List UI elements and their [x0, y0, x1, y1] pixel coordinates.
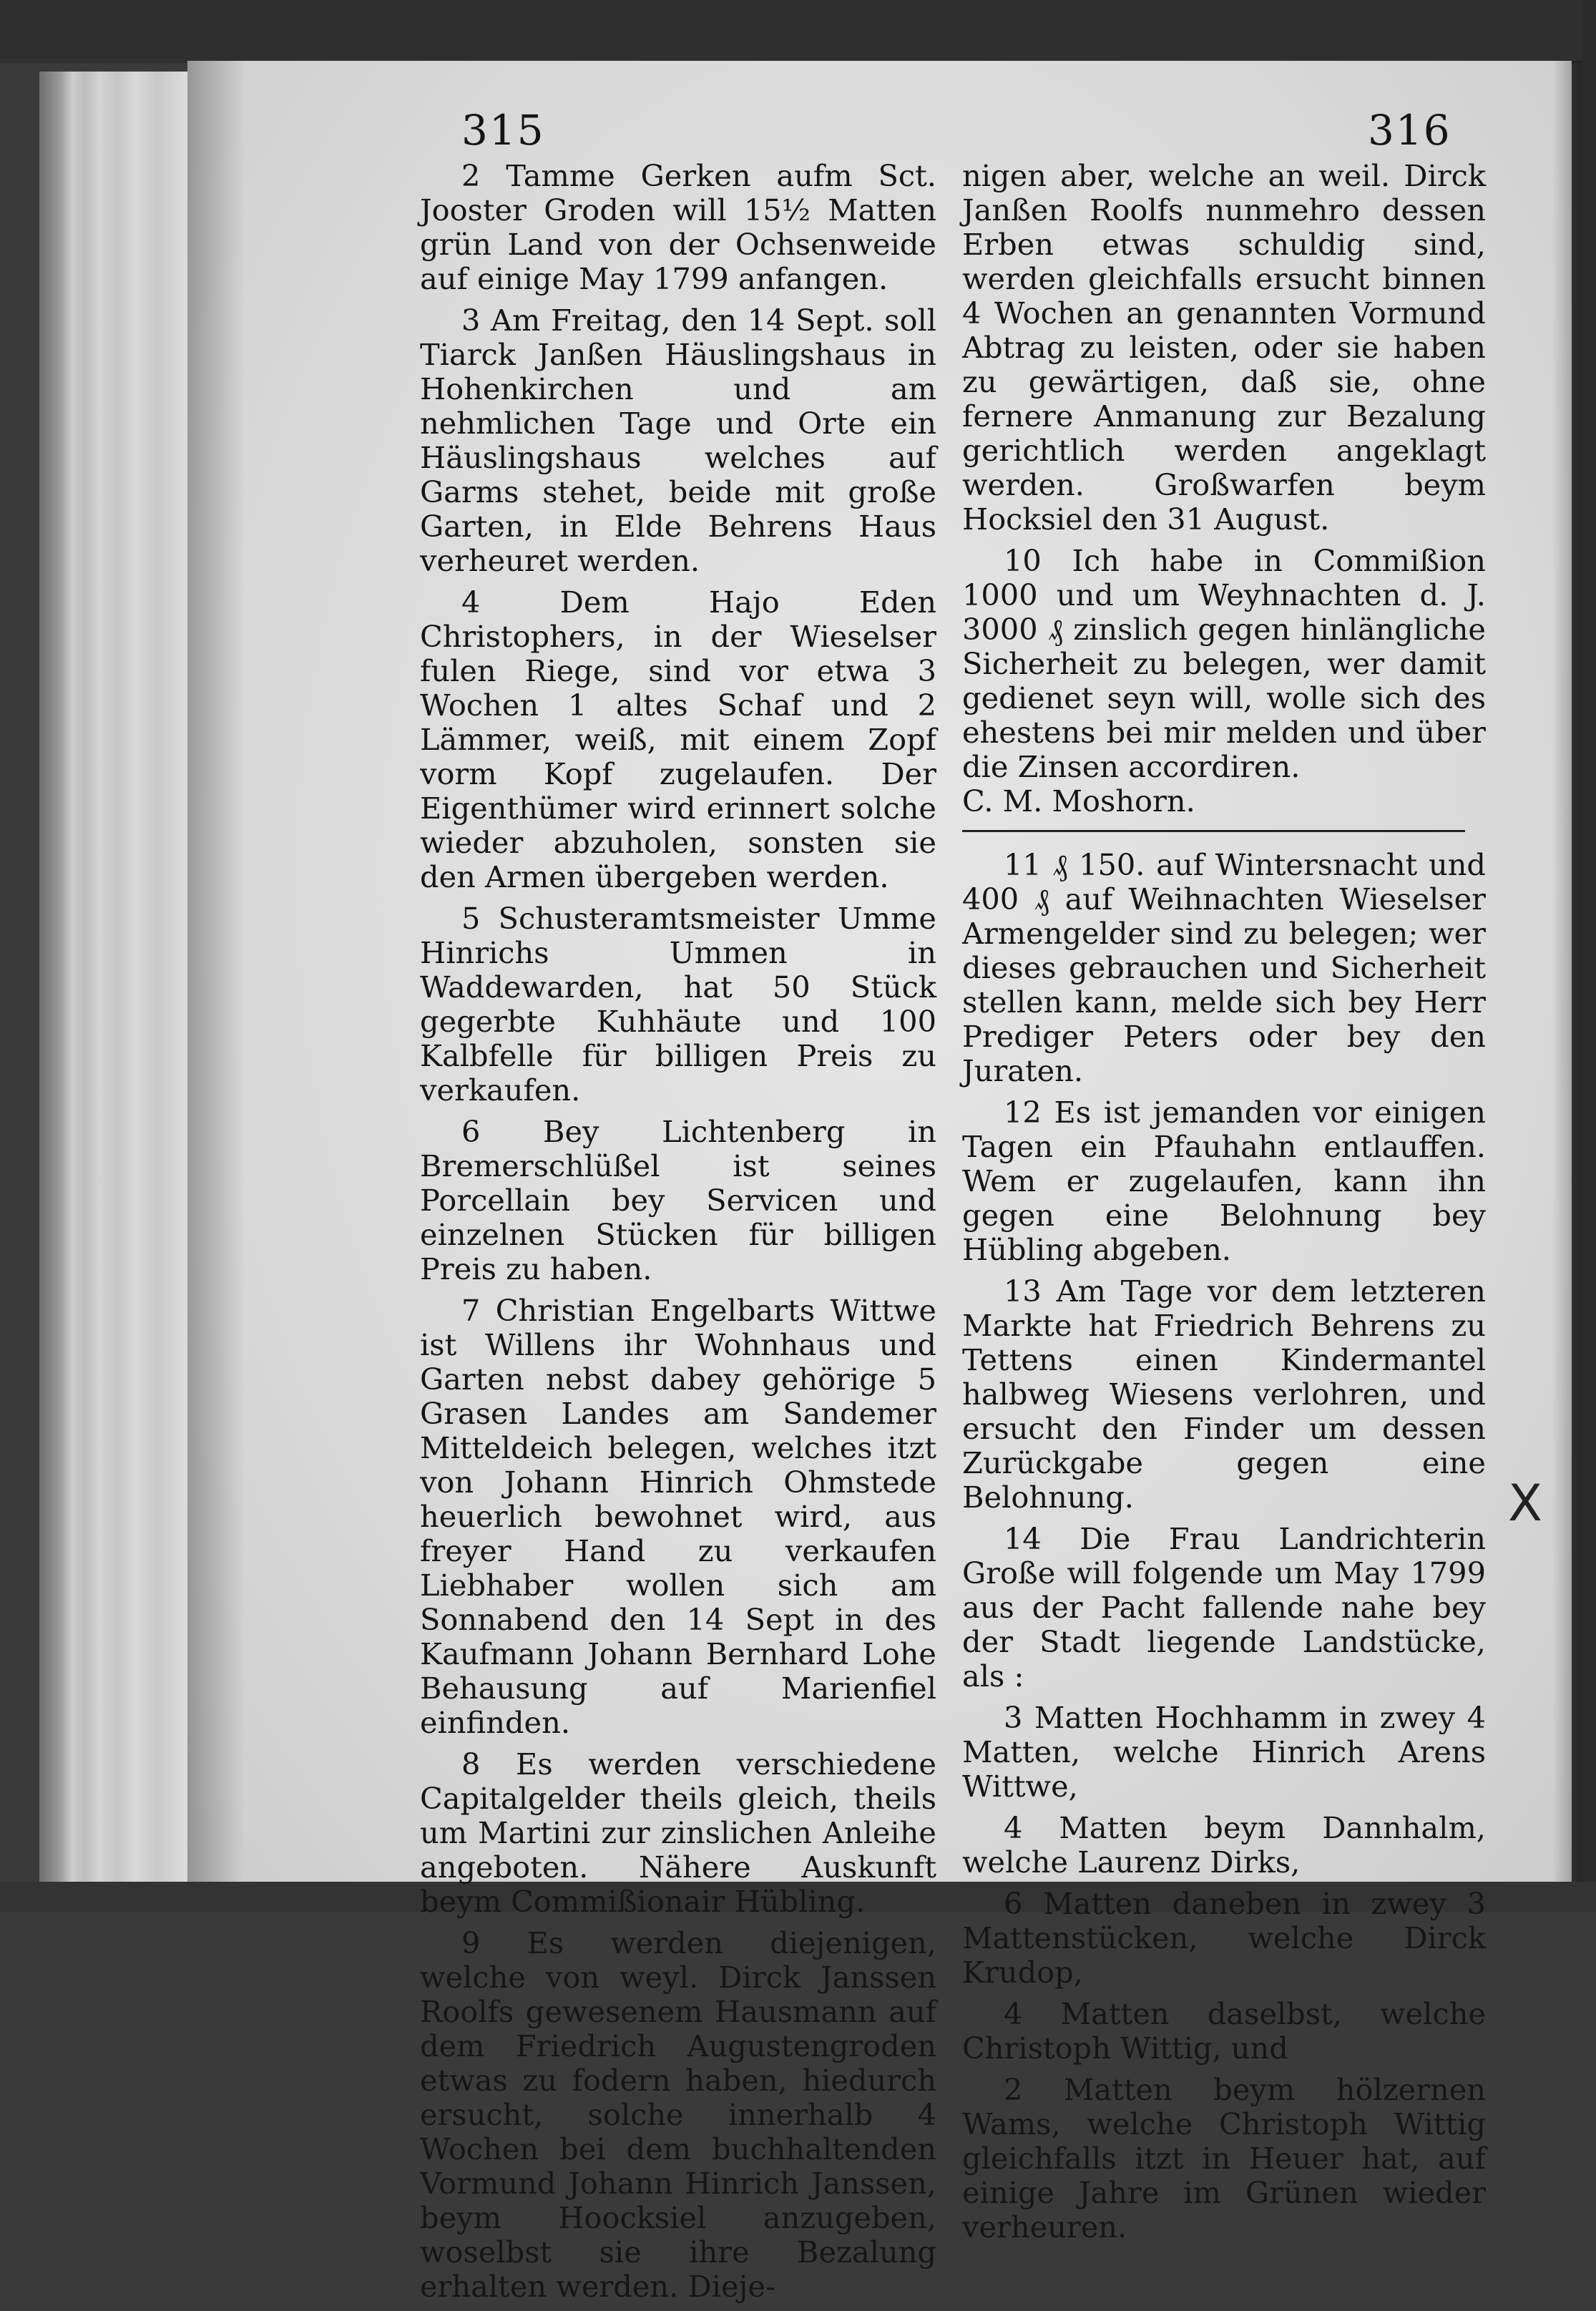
notice-number: 12 [1004, 1095, 1054, 1130]
right-column [962, 159, 1486, 2252]
notice-number: 14 [1004, 1521, 1080, 1556]
notice-9 [420, 1926, 936, 2304]
notice-sub-item [962, 1811, 1486, 1880]
notice-number: 8 [461, 1746, 517, 1782]
right-column-notices [962, 544, 1486, 2244]
notice-text: Dem Hajo Eden Christophers, in der Wieselser fulen Riege, sind vor etwa 3 Wochen 1 altes Schaf und 2 Lämmer, weiß, mit einem Zopf vorm Kopf zugelaufen. Der Eigenthümer wird erinnert solche wieder abzuholen, sonsten sie den Armen übergeben werden. [420, 585, 936, 894]
notice-13 [962, 1274, 1486, 1515]
notice-number: 10 [1004, 543, 1072, 578]
notice-number: 13 [1004, 1274, 1057, 1309]
notice-text: 4 Matten daselbst, welche Christoph Wittig, und [962, 1996, 1486, 2066]
notice-text: Tamme Gerken aufm Sct. Jooster Groden will 15½ Matten grün Land von der Ochsenweide auf einige May 1799 anfangen. [420, 158, 936, 296]
notice-text: 3 Matten Hochhamm in zwey 4 Matten, welche Hinrich Arens Wittwe, [962, 1700, 1486, 1804]
notice-4 [420, 585, 936, 894]
notice-7 [420, 1294, 936, 1740]
scan-background-top [0, 0, 1596, 63]
notice-number: 5 [461, 901, 499, 936]
notice-signature: C. M. Moshorn. [962, 783, 1195, 819]
page-number-left: 315 [461, 106, 545, 155]
notice-3 [420, 303, 936, 578]
scan-background-right [1582, 0, 1596, 1912]
notice-8 [420, 1747, 936, 1919]
notice-text: Es werden diejenigen, welche von weyl. Dirck Janssen Roolfs gewesenem Hausmann auf dem Friedrich Augustengroden etwas zu fodern haben, hiedurch ersucht, solche innerhalb 4 Wochen bei dem buchhaltenden Vormund Johann Hinrich Janssen, beym Hoocksiel anzugeben, woselbst sie ihre Bezalung erhalten werden. Dieje- [420, 1925, 936, 2304]
notice-text: 2 Matten beym hölzernen Wams, welche Christoph Wittig gleichfalls itzt in Heuer hat, auf einige Jahre im Grünen wieder verheuren. [962, 2072, 1486, 2244]
continued-notice: nigen aber, welche an weil. Dirck Janßen Roolfs nunmehro dessen Erben etwas schuldig sind, werden gleichfalls ersucht binnen 4 Wochen an genannten Vormund Abtrag zu leisten, oder sie haben zu gewärtigen, daß sie, ohne fernere Anmanung zur Bezalung gerichtlich werden angeklagt werden. Großwarfen beym Hocksiel den 31 August. [962, 158, 1486, 537]
notice-sub-item [962, 1887, 1486, 1990]
notice-text: Es ist jemanden vor einigen Tagen ein Pfauhahn entlauffen. Wem er zugelaufen, kann ihn gegen eine Belohnung bey Hübling abgeben. [962, 1095, 1486, 1267]
notice-number: 2 [461, 158, 506, 193]
notice-text: Ich habe in Commißion 1000 und um Weyhnachten d. J. 3000 ₰ zinslich gegen hinlängliche Sicherheit zu belegen, wer damit gedienet seyn will, wolle sich des ehestens bei mir melden und über die Zinsen accordiren. [962, 543, 1486, 784]
left-column [420, 159, 936, 2311]
notice-6 [420, 1115, 936, 1286]
notice-2 [420, 159, 936, 296]
notice-number: 9 [461, 1925, 527, 1960]
gutter-shadow [187, 61, 245, 1882]
notice-10 [962, 544, 1486, 819]
notice-sub-item [962, 1701, 1486, 1804]
page-right-edge-shadow [1552, 61, 1585, 1882]
notice-text: Am Freitag, den 14 Sept. soll Tiarck Janßen Häuslingshaus in Hohenkirchen und am nehmlichen Tage und Orte ein Häuslingshaus welches auf Garms stehet, beide mit große Garten, in Elde Behrens Haus verheuret werden. [420, 303, 936, 578]
notice-number: 4 [461, 585, 560, 620]
notice-11 [962, 848, 1486, 1088]
notice-number: 6 [461, 1114, 543, 1149]
notice-text: ₰ 150. auf Wintersnacht und 400 ₰ auf Weihnachten Wieselser Armengelder sind zu belegen; wer dieses gebrauchen und Sicherheit stellen kann, melde sich bey Herr Prediger Peters oder bey den Juraten. [962, 847, 1486, 1088]
separator-rule [962, 830, 1465, 832]
notice-text: Die Frau Landrichterin Große will folgende um May 1799 aus der Pacht fallende nahe bey der Stadt liegende Landstücke, als : [962, 1521, 1486, 1694]
notice-number: 11 [1004, 847, 1053, 882]
notice-text: Am Tage vor dem letzteren Markte hat Friedrich Behrens zu Tettens einen Kindermantel halbweg Wiesens verlohren, und ersucht den Finder um dessen Zurückgabe gegen eine Belohnung. [962, 1274, 1486, 1515]
margin-mark: X [1508, 1474, 1542, 1533]
page-number-right: 316 [1368, 106, 1451, 155]
book-page-edges [39, 72, 190, 1892]
notice-text: Christian Engelbarts Wittwe ist Willens ihr Wohnhaus und Garten nebst dabey gehörige 5 Grasen Landes am Sandemer Mitteldeich belegen, welches itzt von Johann Hinrich Ohmstede heuerlich bewohnet wird, aus freyer Hand zu verkaufen Liebhaber wollen sich am Sonnabend den 14 Sept in des Kaufmann Johann Bernhard Lohe Behausung auf Marienfiel einfinden. [420, 1293, 936, 1740]
notice-text: Bey Lichtenberg in Bremerschlüßel ist seines Porcellain bey Servicen und einzelnen Stücken für billigen Preis zu haben. [420, 1114, 936, 1286]
notice-5 [420, 902, 936, 1108]
notice-text: Schusteramtsmeister Umme Hinrichs Ummen in Waddewarden, hat 50 Stück gegerbte Kuhhäute und 100 Kalbfelle für billigen Preis zu verkaufen. [420, 901, 936, 1108]
notice-12 [962, 1095, 1486, 1267]
notice-number: 7 [461, 1293, 496, 1328]
notice-text: 4 Matten beym Dannhalm, welche Laurenz Dirks, [962, 1810, 1486, 1880]
notice-number: 3 [461, 303, 491, 338]
notice-sub-item [962, 1997, 1486, 2066]
notice-sub-item [962, 2073, 1486, 2244]
notice-text: 6 Matten daneben in zwey 3 Mattenstücken, welche Dirck Krudop, [962, 1886, 1486, 1990]
notice-text: Es werden verschiedene Capitalgelder theils gleich, theils um Martini zur zinslichen Anleihe angeboten. Nähere Auskunft beym Commißionair Hübling. [420, 1746, 936, 1919]
notice-14 [962, 1522, 1486, 1694]
